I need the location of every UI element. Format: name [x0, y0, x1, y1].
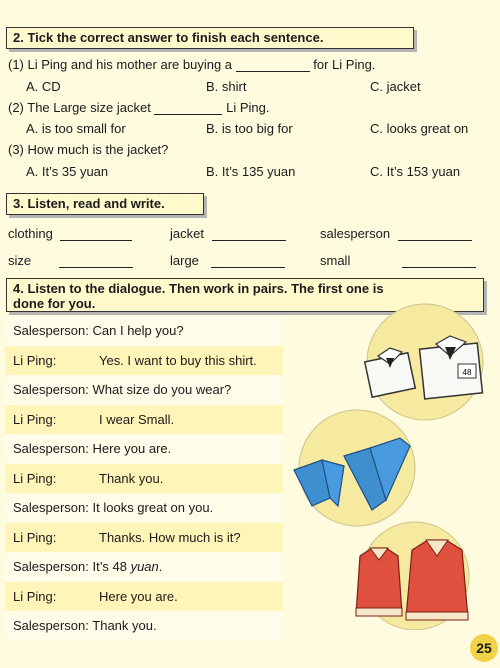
price-tag-icon — [458, 364, 476, 378]
dialogue-list — [5, 316, 283, 641]
word-blank[interactable] — [398, 228, 472, 241]
line-text: Thank you. — [92, 618, 157, 633]
word-label: large — [170, 253, 199, 268]
line-text: Can I help you? — [92, 323, 184, 338]
dialogue-line — [5, 464, 283, 494]
word-jacket — [170, 226, 286, 241]
dialogue-line — [5, 493, 283, 523]
q2-option-c[interactable]: C. looks great on — [370, 121, 469, 136]
q1-text: (1) Li Ping and his mother are buying a — [8, 57, 233, 72]
question-1 — [8, 57, 375, 72]
line-text: It looks great on you. — [92, 500, 214, 515]
dialogue-line — [5, 582, 283, 612]
dialogue-line — [5, 346, 283, 376]
word-label: clothing — [8, 226, 53, 241]
word-label: jacket — [170, 226, 204, 241]
word-label: salesperson — [320, 226, 391, 241]
section-3-title: 3. Listen, read and write. — [13, 196, 165, 211]
dialogue-line — [5, 611, 283, 641]
word-blank[interactable] — [402, 255, 476, 268]
word-clothing — [8, 226, 132, 241]
section-3-header — [6, 193, 204, 215]
line-text: Thanks. How much is it? — [99, 529, 241, 545]
page-number: 25 — [470, 634, 498, 662]
dialogue-line — [5, 405, 283, 435]
q2-option-b[interactable]: B. is too big for — [206, 121, 293, 136]
word-large — [170, 253, 285, 268]
italic-word: yuan — [130, 559, 159, 574]
speaker: Li Ping: — [13, 529, 57, 545]
question-2 — [8, 100, 269, 115]
jeans-icon — [294, 460, 344, 506]
speaker: Salesperson: — [13, 382, 89, 397]
question-3: (3) How much is the jacket? — [8, 142, 169, 157]
line-text: Here you are. — [92, 441, 172, 456]
word-label: size — [8, 253, 32, 268]
line-text: I wear Small. — [99, 411, 175, 427]
speaker: Salesperson: — [13, 441, 89, 456]
q2-blank[interactable] — [154, 102, 222, 115]
shirts-illustration — [350, 302, 500, 422]
q1-text-after: for Li Ping. — [313, 57, 376, 72]
section-2-title: 2. Tick the correct answer to finish each sentence. — [13, 30, 324, 45]
q1-blank[interactable] — [236, 59, 310, 72]
speaker: Salesperson: — [13, 559, 89, 574]
speaker: Li Ping: — [13, 411, 57, 427]
coats-illustration — [340, 520, 490, 630]
dialogue-line — [5, 523, 283, 553]
speaker: Li Ping: — [13, 588, 57, 604]
word-blank[interactable] — [59, 255, 133, 268]
section-4-title-line1: 4. Listen to the dialogue. Then work in pairs. The first one is — [13, 281, 384, 296]
speaker: Salesperson: — [13, 500, 89, 515]
jeans-illustration — [282, 408, 452, 528]
q1-option-c[interactable]: C. jacket — [370, 79, 421, 94]
q1-option-a[interactable]: A. CD — [26, 79, 61, 94]
large-coat-icon — [406, 540, 468, 620]
word-blank[interactable] — [211, 255, 285, 268]
q3-option-c[interactable]: C. It’s 153 yuan — [370, 164, 461, 179]
word-blank[interactable] — [212, 228, 286, 241]
q2-option-a[interactable]: A. is too small for — [26, 121, 126, 136]
speaker: Li Ping: — [13, 352, 57, 368]
dialogue-line — [5, 375, 283, 405]
q3-option-b[interactable]: B. It’s 135 yuan — [206, 164, 296, 179]
q2-text: (2) The Large size jacket — [8, 100, 151, 115]
q1-option-b[interactable]: B. shirt — [206, 79, 247, 94]
q2-text-after: Li Ping. — [226, 100, 270, 115]
small-coat-icon — [356, 548, 402, 616]
speaker: Li Ping: — [13, 470, 57, 486]
price-tag-text: 48 — [462, 368, 472, 377]
word-size — [8, 253, 133, 268]
word-salesperson — [320, 226, 472, 241]
dialogue-line — [5, 316, 283, 346]
section-2-header — [6, 27, 414, 49]
line-text: It’s 48 yuan. — [92, 559, 163, 574]
q3-option-a[interactable]: A. It’s 35 yuan — [26, 164, 109, 179]
speaker: Salesperson: — [13, 618, 89, 633]
dialogue-line — [5, 552, 283, 582]
speaker: Salesperson: — [13, 323, 89, 338]
word-small — [320, 253, 476, 268]
line-text: What size do you wear? — [92, 382, 232, 397]
line-text: Here you are. — [99, 588, 178, 604]
word-label: small — [320, 253, 351, 268]
line-text: Yes. I want to buy this shirt. — [99, 352, 257, 368]
line-text: Thank you. — [99, 470, 164, 486]
section-4-title-line2: done for you. — [13, 296, 96, 311]
dialogue-line — [5, 434, 283, 464]
word-blank[interactable] — [60, 228, 132, 241]
